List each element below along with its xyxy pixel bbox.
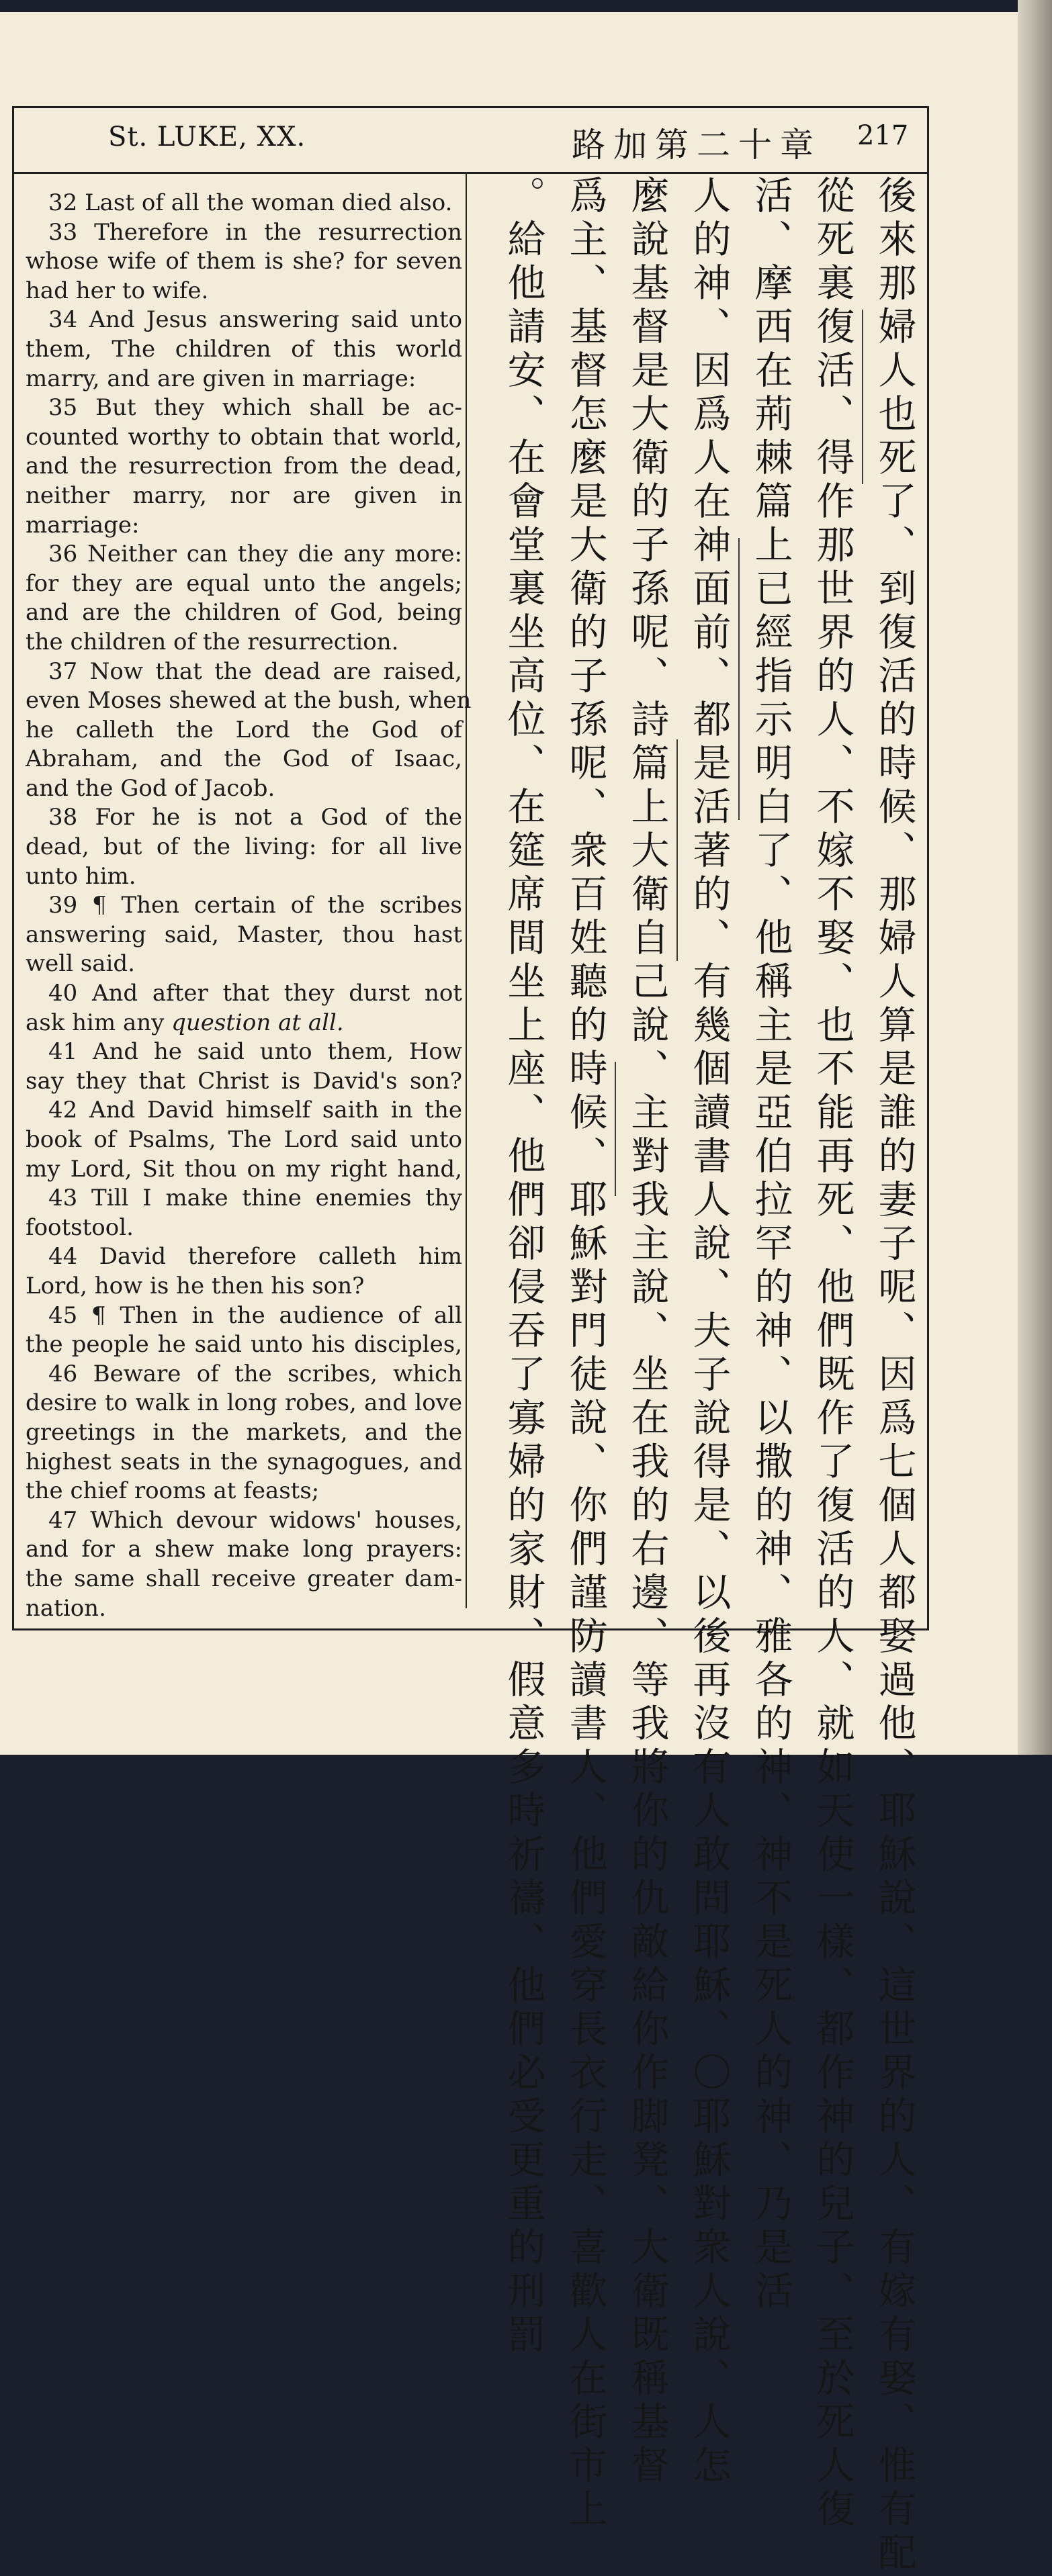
- english-line: 46 Beware of the scribes, which: [48, 1360, 462, 1387]
- english-line: 35 But they which shall be ac-: [48, 394, 462, 422]
- english-line: 41 And he said unto them, How: [48, 1038, 462, 1066]
- english-text-column: [26, 189, 472, 1623]
- english-running-title: St. LUKE, XX.: [108, 122, 306, 152]
- page-frame: [12, 106, 929, 2576]
- column-rule: [676, 739, 678, 961]
- english-line: and are the children of God, being: [26, 599, 462, 627]
- english-line: dead, but of the living: for all live: [26, 833, 462, 861]
- english-line: 34 And Jesus answering said unto: [48, 306, 462, 334]
- english-line: 47 Which devour widows' houses,: [48, 1506, 462, 1534]
- english-line: nation.: [26, 1594, 106, 1622]
- english-line: 33 Therefore in the resurrection: [48, 218, 462, 246]
- english-line: footstool.: [26, 1213, 134, 1241]
- english-line: unto him.: [26, 862, 136, 890]
- english-line: 38 For he is not a God of the: [48, 804, 462, 831]
- english-line: and for a shew make long prayers:: [26, 1536, 462, 1563]
- english-line: them, The children of this world: [26, 335, 462, 363]
- english-line: 37 Now that the dead are raised,: [48, 657, 462, 685]
- english-line: 36 Neither can they die any more:: [48, 541, 462, 568]
- english-line: greetings in the markets, and the: [26, 1418, 462, 1446]
- chinese-column: 麼說基督是大衛的子孫呢、詩篇上大衛自己說、主對我主說、坐在我的右邊、等我將你的仇敵給你作脚凳、大衛既稱基督: [625, 175, 669, 2489]
- english-line: the people he said unto his disciples,: [26, 1331, 462, 1359]
- english-line: had her to wife.: [26, 277, 209, 304]
- english-line: ask him any question at all.: [26, 1009, 344, 1036]
- column-rule: [862, 310, 863, 484]
- english-line: desire to walk in long robes, and love: [26, 1389, 462, 1417]
- english-line: neither marry, nor are given in: [26, 481, 462, 509]
- column-rule: [615, 1062, 616, 1196]
- english-line: highest seats in the synagogues, and: [26, 1448, 462, 1475]
- english-line: marriage:: [26, 511, 140, 539]
- english-line: 44 David therefore calleth him: [48, 1243, 462, 1271]
- english-line: marry, and are given in marriage:: [26, 365, 417, 392]
- page-number: 217: [857, 120, 909, 151]
- chinese-column: 從死裏復活、得作那世界的人、不嫁不娶、也不能再死、他們既作了復活的人、就如天使一樣、都作神的兒子、至於死人復: [810, 175, 854, 2532]
- english-line: 39 ¶ Then certain of the scribes: [48, 892, 462, 919]
- english-line: the same shall receive greater dam-: [26, 1565, 462, 1592]
- english-line: the children of the resurrection.: [26, 628, 399, 655]
- page-edge: [1018, 0, 1052, 1755]
- english-line: 40 And after that they durst not: [48, 980, 462, 1007]
- column-divider: [466, 172, 467, 1608]
- chinese-column: 人的神、因爲人在神面前、都是活著的、有幾個讀書人說、夫子說得是、以後再沒有人敢問耶穌、〇耶穌對衆人說、人怎: [687, 175, 731, 2489]
- chinese-column: 後來那婦人也死了、到復活的時候、那婦人算是誰的妻子呢、因爲七個人都娶過他、耶穌說、這世界的人、有嫁有娶、惟有配: [872, 175, 916, 2576]
- english-line: say they that Christ is David's son?: [26, 1067, 462, 1095]
- chinese-running-title: 路加第二十章: [572, 126, 822, 165]
- english-line: 45 ¶ Then in the audience of all: [48, 1301, 462, 1329]
- english-line: the chief rooms at feasts;: [26, 1477, 320, 1505]
- chinese-text-column: [478, 175, 921, 2576]
- english-line: even Moses shewed at the bush, when: [26, 687, 472, 715]
- column-rule: [738, 538, 740, 820]
- english-line: and the resurrection from the dead,: [26, 453, 462, 480]
- english-line: my Lord, Sit thou on my right hand,: [26, 1155, 462, 1183]
- english-line: and the God of Jacob.: [26, 774, 275, 802]
- english-line: answering said, Master, thou hast: [26, 921, 462, 948]
- english-line: for they are equal unto the angels;: [26, 569, 462, 597]
- english-line: whose wife of them is she? for seven: [26, 248, 462, 275]
- english-line: book of Psalms, The Lord said unto: [26, 1126, 462, 1153]
- english-line: counted worthy to obtain that world,: [26, 423, 462, 451]
- english-line: Abraham, and the God of Isaac,: [26, 745, 462, 773]
- english-line: he calleth the Lord the God of: [26, 716, 462, 743]
- english-line: 32 Last of all the woman died also.: [48, 189, 453, 216]
- chinese-column: 給他請安、在會堂裏坐高位、在筵席間坐上座、他們卻侵吞了寡婦的家財、假意多時祈禱、他們必受更重的刑罰。: [501, 175, 545, 2358]
- chinese-column: 活、摩西在荊棘篇上已經指示明白了、他稱主是亞伯拉罕的神、以撒的神、雅各的神、神不是死人的神、乃是活: [748, 175, 793, 2314]
- english-line: well said.: [26, 950, 135, 978]
- english-line: 42 And David himself saith in the: [48, 1097, 462, 1124]
- running-header: [14, 108, 927, 174]
- chinese-column: 爲主、基督怎麼是大衛的子孫呢、衆百姓聽的時候、耶穌對門徒說、你們謹防讀書人、他們愛穿長衣行走、喜歡人在街市上: [563, 175, 607, 2532]
- english-line: 43 Till I make thine enemies thy: [48, 1185, 462, 1212]
- english-line: Lord, how is he then his son?: [26, 1272, 365, 1299]
